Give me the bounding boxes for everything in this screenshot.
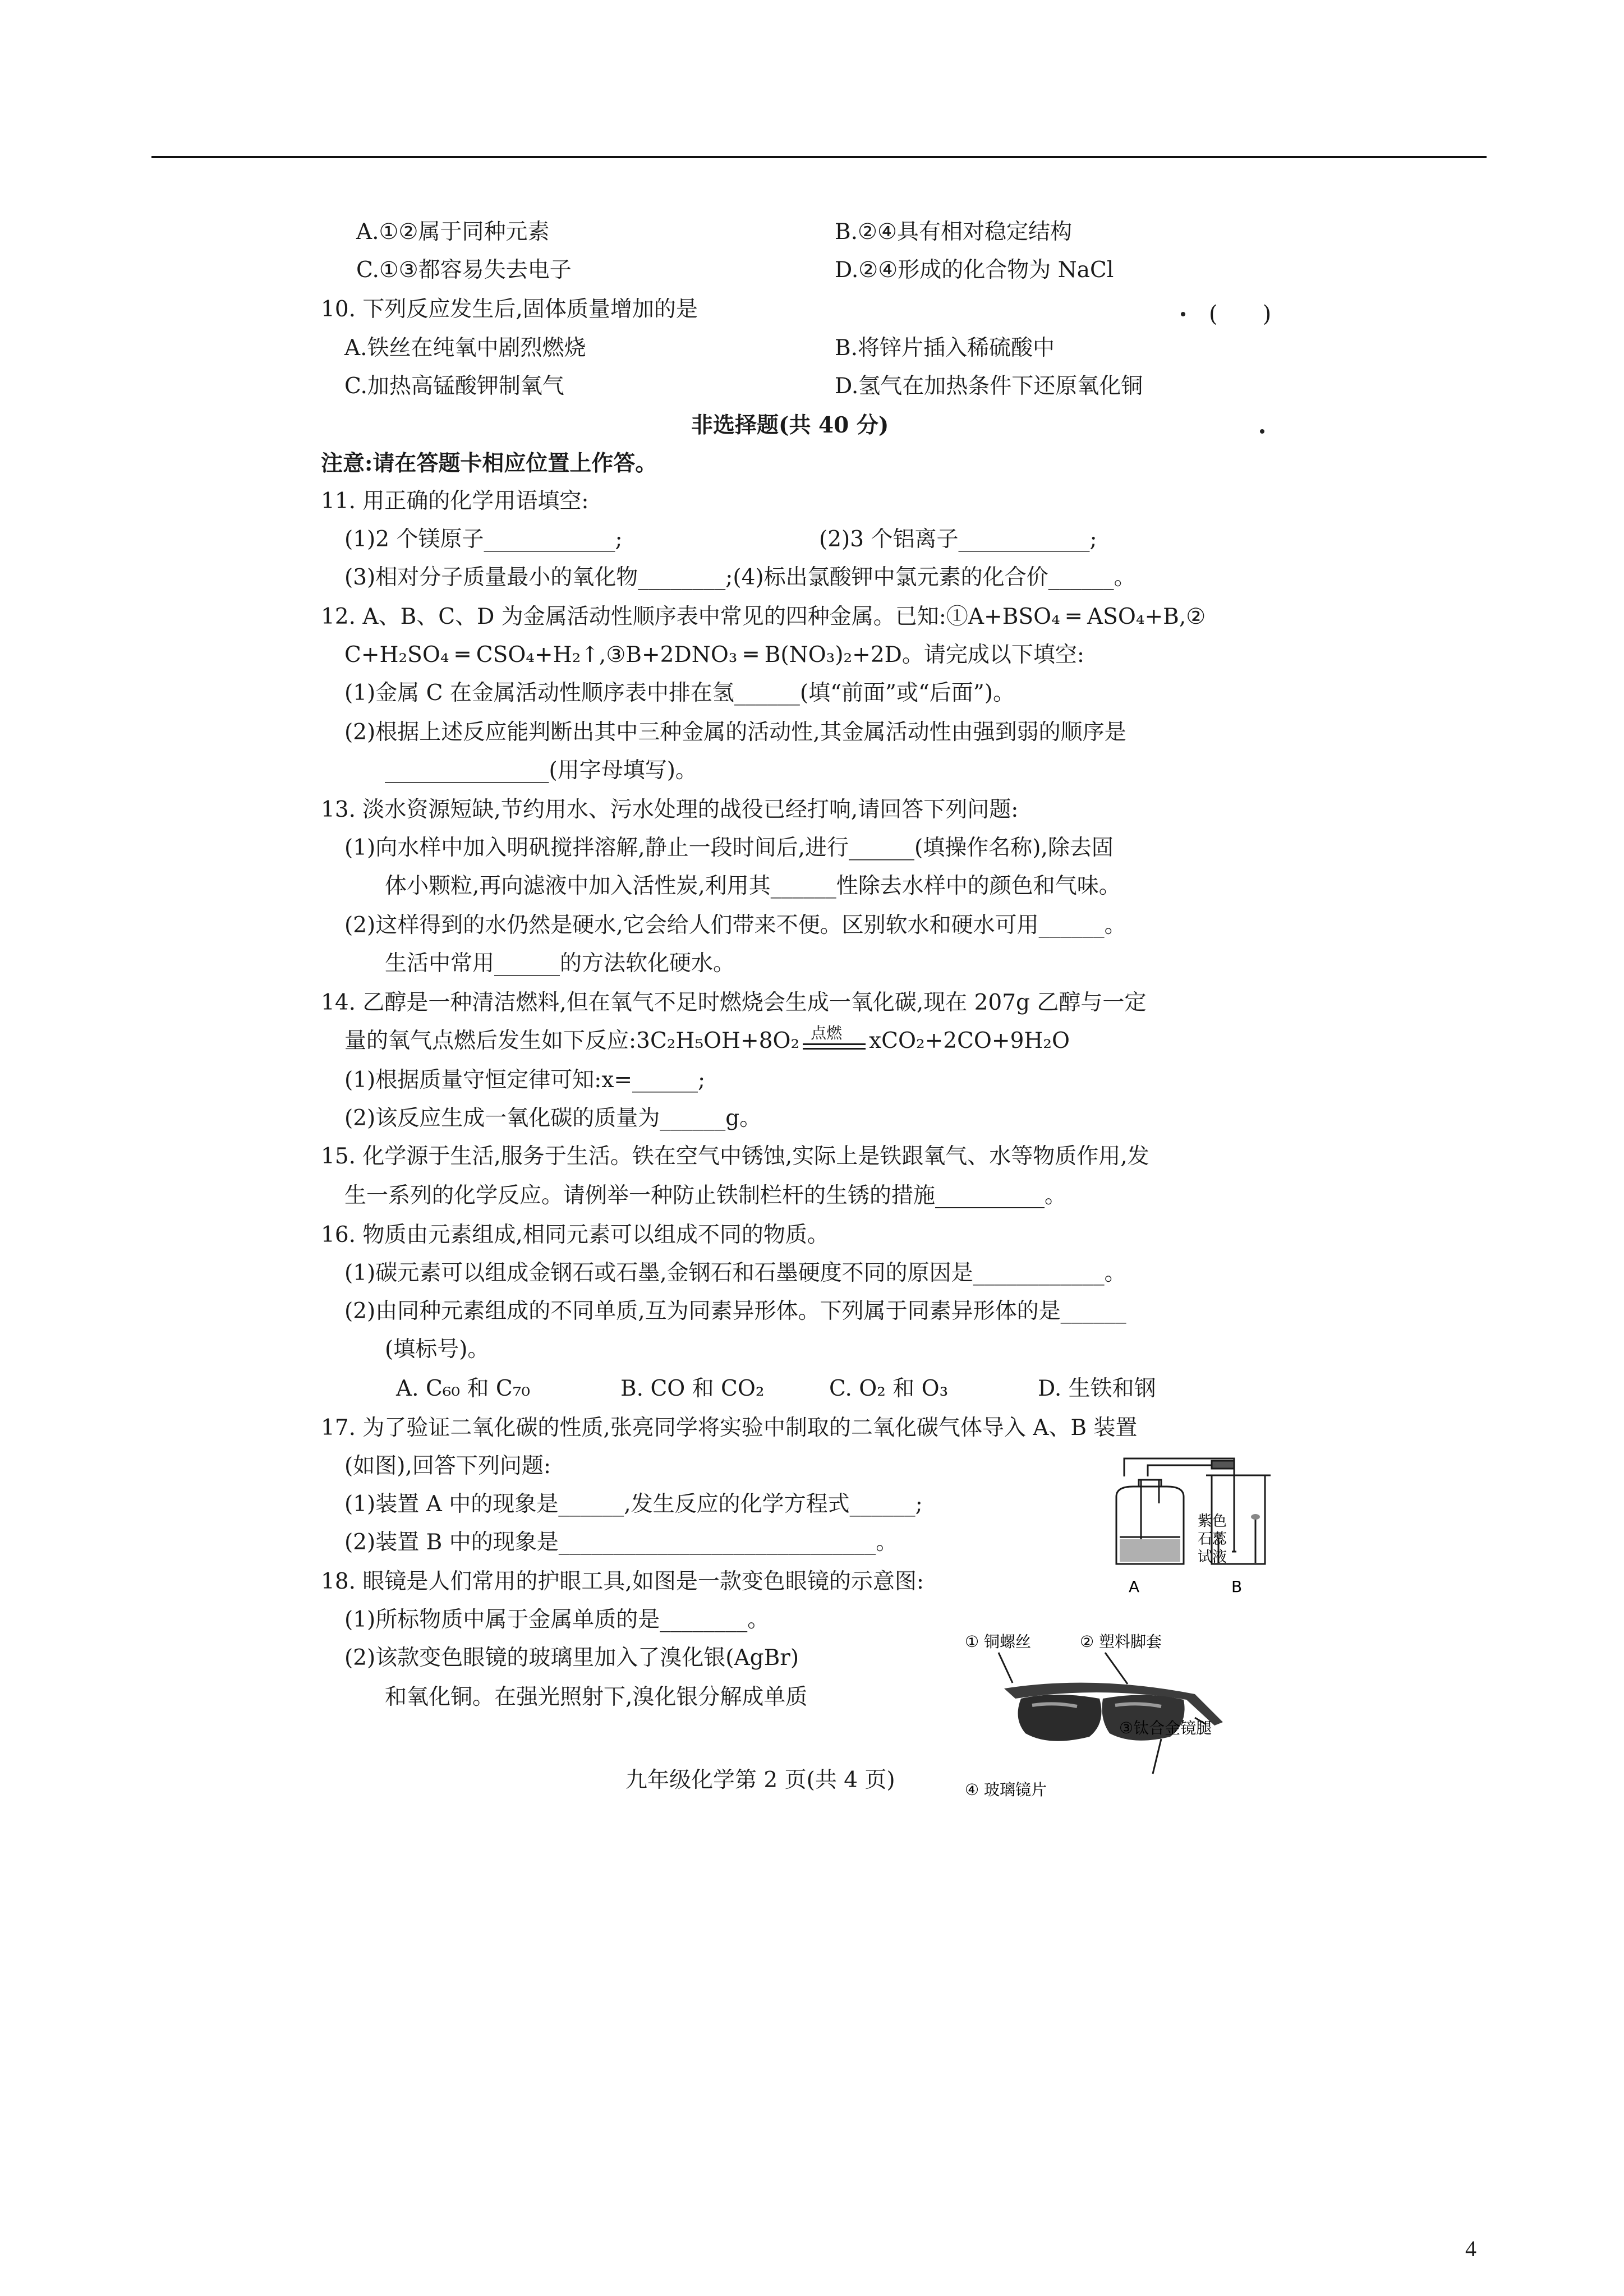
- q9-option-c: C.①③都容易失去电子: [356, 257, 572, 283]
- apparatus-label-b: B: [1231, 1577, 1243, 1596]
- q13-part1: (1)向水样中加入明矾搅拌溶解,静止一段时间后,进行______(填操作名称),除去固: [344, 835, 1114, 861]
- q9-option-b: B.②④具有相对稳定结构: [835, 219, 1072, 245]
- q10-option-b: B.将锌片插入稀硫酸中: [835, 335, 1055, 361]
- q17-part1: (1)装置 A 中的现象是______,发生反应的化学方程式______;: [344, 1492, 923, 1517]
- q11-part1: (1)2 个镁原子____________;: [344, 527, 623, 552]
- lens-left: [1018, 1695, 1102, 1741]
- q9-option-a: A.①②属于同种元素: [356, 219, 550, 245]
- q15-stem: 15. 化学源于生活,服务于生活。铁在空气中锈蚀,实际上是铁跟氧气、水等物质作用,发: [321, 1144, 1149, 1169]
- litmus-label-3: 试液: [1198, 1549, 1227, 1566]
- co2-apparatus-figure: [1099, 1453, 1285, 1616]
- page-number: 4: [1465, 2236, 1476, 2261]
- q13-stem: 13. 淡水资源短缺,节约用水、污水处理的战役已经打响,请回答下列问题:: [321, 797, 1019, 822]
- q10-answer-paren: ( ): [1209, 301, 1272, 327]
- q13-part1-cont: 体小颗粒,再向滤液中加入活性炭,利用其______性除去水样中的颜色和气味。: [385, 873, 1121, 899]
- label-plastic-foot: ② 塑料脚套: [1080, 1632, 1162, 1651]
- q16-option-a: A. C₆₀ 和 C₇₀: [396, 1376, 530, 1401]
- litmus-label-2: 石蕊: [1198, 1531, 1227, 1548]
- q9-option-d: D.②④形成的化合物为 NaCl: [835, 257, 1114, 283]
- section-note: 注意:请在答题卡相应位置上作答。: [321, 450, 657, 476]
- glasses-figure: [959, 1627, 1273, 1806]
- q13-part2-cont: 生活中常用______的方法软化硬水。: [385, 951, 735, 976]
- q18-stem: 18. 眼镜是人们常用的护眼工具,如图是一款变色眼镜的示意图:: [321, 1569, 924, 1594]
- page-caption: 九年级化学第 2 页(共 4 页): [625, 1768, 895, 1793]
- q14-part2: (2)该反应生成一氧化碳的质量为______g。: [344, 1106, 762, 1131]
- q12-stem-cont: C+H₂SO₄ ═ CSO₄+H₂↑,③B+2DNO₃ ═ B(NO₃)₂+2D。请完成以下填空:: [344, 642, 1085, 668]
- q17-part2: (2)装置 B 中的现象是_____________________________。: [344, 1530, 898, 1555]
- q18-part2-cont: 和氧化铜。在强光照射下,溴化银分解成单质: [385, 1685, 808, 1710]
- section-title: 非选择题(共 40 分): [691, 412, 889, 438]
- q16-option-c: C. O₂ 和 O₃: [829, 1376, 949, 1401]
- q10-option-a: A.铁丝在纯氧中剧烈燃烧: [344, 335, 586, 361]
- q11-stem: 11. 用正确的化学用语填空:: [321, 489, 589, 514]
- q12-part2: (2)根据上述反应能判断出其中三种金属的活动性,其金属活动性由强到弱的顺序是: [344, 720, 1126, 745]
- litmus-liquid: [1120, 1539, 1180, 1562]
- q14-condition: 点燃: [811, 1024, 843, 1042]
- top-rule: [151, 156, 1487, 158]
- speck: [1181, 312, 1185, 316]
- q11-part2: (2)3 个铝离子____________;: [819, 527, 1097, 552]
- q10-option-c: C.加热高锰酸钾制氧气: [344, 374, 564, 399]
- q14-equation-right: xCO₂+2CO+9H₂O: [869, 1028, 1070, 1053]
- q10-option-d: D.氢气在加热条件下还原氧化铜: [835, 374, 1143, 399]
- q18-part2: (2)该款变色眼镜的玻璃里加入了溴化银(AgBr): [344, 1645, 799, 1671]
- q10-stem: 10. 下列反应发生后,固体质量增加的是: [321, 297, 698, 322]
- apparatus-label-a: A: [1129, 1577, 1140, 1596]
- q16-part1: (1)碳元素可以组成金钢石或石墨,金钢石和石墨硬度不同的原因是____________。: [344, 1260, 1126, 1286]
- speck: [1260, 429, 1264, 434]
- label-titanium-temple: ③钛合金镜腿: [1119, 1719, 1212, 1737]
- q12-part2-cont: _______________(用字母填写)。: [385, 758, 697, 783]
- q12-stem: 12. A、B、C、D 为金属活动性顺序表中常见的四种金属。已知:①A+BSO₄ ═ ASO₄+B,②: [321, 604, 1206, 629]
- q14-reaction-arrow: [803, 1024, 866, 1053]
- q16-stem: 16. 物质由元素组成,相同元素可以组成不同的物质。: [321, 1222, 829, 1248]
- litmus-label-1: 紫色: [1198, 1513, 1227, 1530]
- q11-part34: (3)相对分子质量最小的氧化物________;(4)标出氯酸钾中氯元素的化合价______。: [344, 565, 1136, 590]
- q14-equation-left: 量的氧气点燃后发生如下反应:3C₂H₅OH+8O₂: [344, 1028, 800, 1053]
- q15-stem-cont: 生一系列的化学反应。请例举一种防止铁制栏杆的生锈的措施__________。: [344, 1183, 1067, 1208]
- q16-part2: (2)由同种元素组成的不同单质,互为同素异形体。下列属于同素异形体的是______: [344, 1299, 1126, 1324]
- q16-part2-cont: (填标号)。: [385, 1337, 490, 1362]
- q12-part1: (1)金属 C 在金属活动性顺序表中排在氢______(填“前面”或“后面”)。: [344, 680, 1015, 706]
- q13-part2: (2)这样得到的水仍然是硬水,它会给人们带来不便。区别软水和硬水可用______。: [344, 913, 1126, 938]
- q17-stem-cont: (如图),回答下列问题:: [344, 1453, 551, 1479]
- q18-part1: (1)所标物质中属于金属单质的是________。: [344, 1607, 770, 1632]
- q14-stem: 14. 乙醇是一种清洁燃料,但在氧气不足时燃烧会生成一氧化碳,现在 207g 乙醇与一定: [321, 990, 1147, 1015]
- q14-equation: [344, 1024, 1070, 1056]
- q16-option-d: D. 生铁和钢: [1038, 1376, 1156, 1401]
- label-copper-screw: ① 铜螺丝: [965, 1632, 1032, 1651]
- q16-option-b: B. CO 和 CO₂: [620, 1376, 765, 1401]
- q17-stem: 17. 为了验证二氧化碳的性质,张亮同学将实验中制取的二氧化碳气体导入 A、B 装置: [321, 1415, 1138, 1441]
- label-glass-lens: ④ 玻璃镜片: [965, 1780, 1047, 1799]
- q14-part1: (1)根据质量守恒定律可知:x=______;: [344, 1068, 706, 1093]
